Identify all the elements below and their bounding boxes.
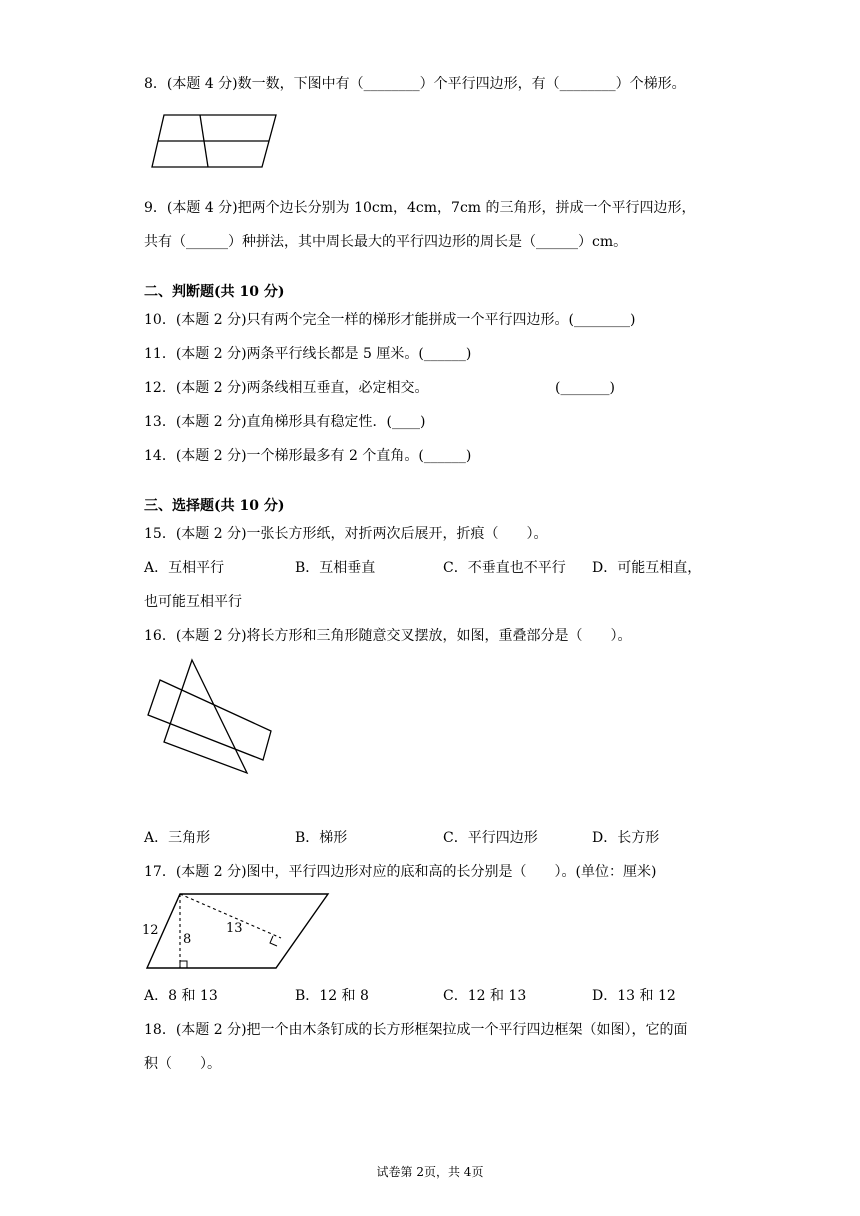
section-3-title: 三、选择题(共 10 分) [144, 498, 285, 514]
question-13: 13．(本题 2 分)直角梯形具有稳定性．(____) [144, 414, 426, 430]
question-16-option-d: D．长方形 [592, 830, 660, 846]
question-9-line-1: 9．(本题 4 分)把两个边长分别为 10cm，4cm，7cm 的三角形，拼成一个平行四边形， [144, 200, 696, 216]
question-11: 11．(本题 2 分)两条平行线长都是 5 厘米。(______) [144, 346, 472, 362]
question-17-option-a: A．8 和 13 [144, 988, 218, 1004]
question-15-option-d: D．可能互相直， [592, 560, 702, 576]
question-10: 10．(本题 2 分)只有两个完全一样的梯形才能拼成一个平行四边形。(________) [144, 312, 636, 328]
question-16-option-a: A．三角形 [144, 830, 211, 846]
height-label-8: 8 [183, 932, 192, 947]
question-15-option-c: C．不垂直也不平行 [443, 560, 566, 576]
parallelogram-grid-figure [150, 112, 280, 170]
question-12-blank: (_______) [555, 380, 615, 396]
question-14: 14．(本题 2 分)一个梯形最多有 2 个直角。(______) [144, 448, 472, 464]
question-17-option-d: D．13 和 12 [592, 988, 676, 1004]
question-18-line-2: 积（ ）。 [144, 1056, 221, 1072]
question-9-line-2: 共有（______）种拼法，其中周长最大的平行四边形的周长是（______）cm。 [144, 234, 628, 250]
question-17-option-c: C．12 和 13 [443, 988, 527, 1004]
page-footer: 试卷第 2页，共 4页 [376, 1165, 484, 1179]
question-18-line-1: 18．(本题 2 分)把一个由木条钉成的长方形框架拉成一个平行四边框架（如图），它的面 [144, 1022, 688, 1038]
question-15-continuation: 也可能互相平行 [144, 594, 242, 610]
question-16-option-c: C．平行四边形 [443, 830, 538, 846]
parallelogram-height-figure [140, 890, 335, 972]
question-17-option-b: B．12 和 8 [295, 988, 369, 1004]
question-16-option-b: B．梯形 [295, 830, 348, 846]
height-label-13: 13 [226, 921, 243, 936]
question-8: 8．(本题 4 分)数一数，下图中有（________）个平行四边形，有（________）个梯形。 [144, 76, 686, 92]
question-12: 12．(本题 2 分)两条线相互垂直，必定相交。 [144, 380, 429, 396]
side-label-12: 12 [142, 923, 159, 938]
rectangle-triangle-overlap-figure [140, 656, 280, 780]
question-15: 15．(本题 2 分)一张长方形纸，对折两次后展开，折痕（ ）。 [144, 526, 548, 542]
question-17: 17．(本题 2 分)图中，平行四边形对应的底和高的长分别是（ ）。(单位：厘米) [144, 864, 657, 880]
question-16: 16．(本题 2 分)将长方形和三角形随意交叉摆放，如图，重叠部分是（ ）。 [144, 628, 632, 644]
section-2-title: 二、判断题(共 10 分) [144, 284, 285, 300]
question-15-option-b: B．互相垂直 [295, 560, 376, 576]
question-15-option-a: A．互相平行 [144, 560, 225, 576]
